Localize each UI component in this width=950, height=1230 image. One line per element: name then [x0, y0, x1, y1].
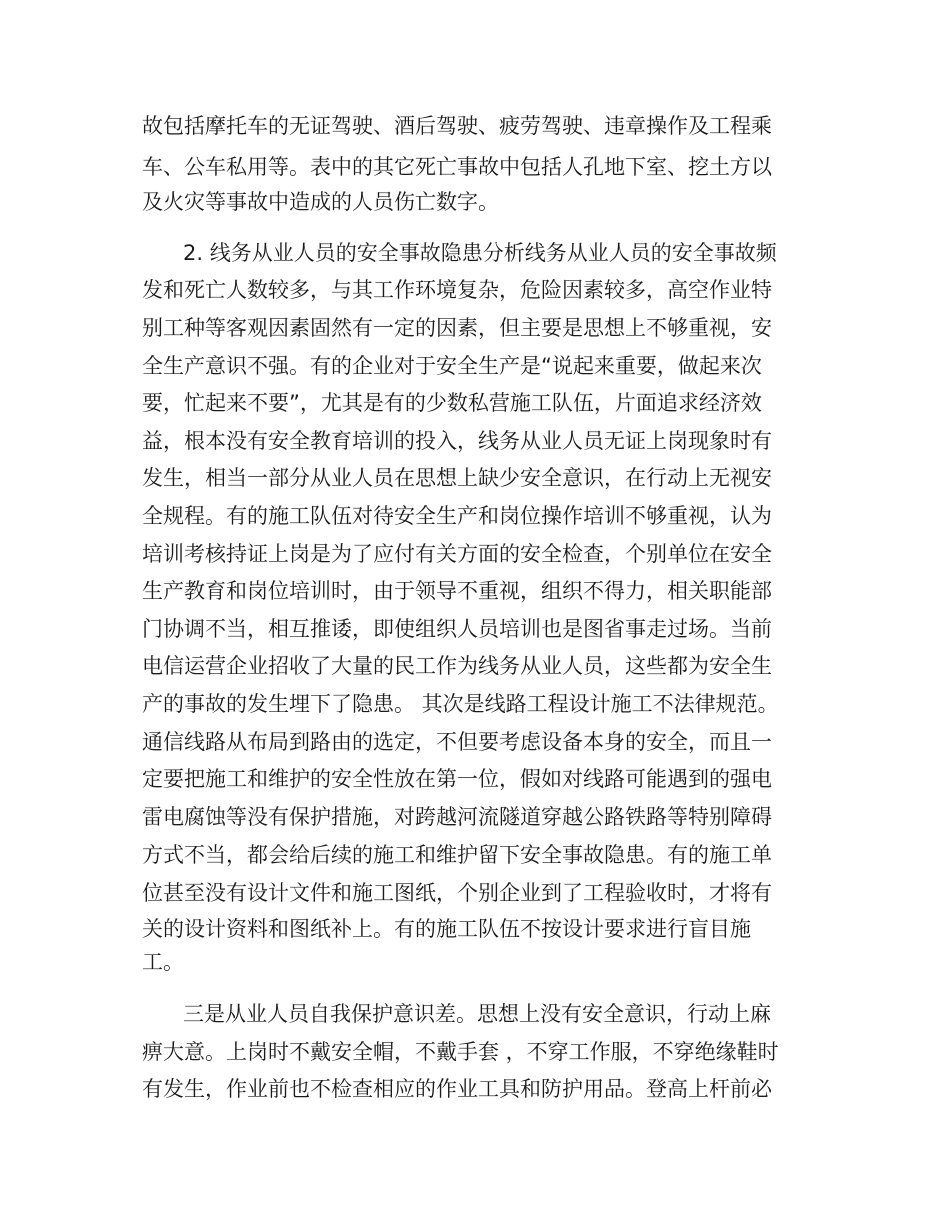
text-line: 电信运营企业招收了大量的民工作为线务从业人员，这些都为安全生 — [142, 654, 772, 678]
text-line: 位甚至没有设计文件和施工图纸，个别企业到了工程验收时，才将有 — [142, 881, 772, 905]
text-line: 痹大意。上岗时不戴安全帽，不戴手套 ，不穿工作服，不穿绝缘鞋时 — [142, 1040, 779, 1064]
text-line: 2. 线务从业人员的安全事故隐患分析线务从业人员的安全事故频 — [183, 241, 777, 265]
text-line: 定要把施工和维护的安全性放在第一位，假如对线路可能遇到的强电 — [142, 767, 772, 791]
text-line: 故包括摩托车的无证驾驶、酒后驾驶、疲劳驾驶、违章操作及工程乘 — [142, 114, 772, 138]
text-line: 发生，相当一部分从业人员在思想上缺少安全意识，在行动上无视安 — [142, 466, 772, 490]
text-line: 别工种等客观因素固然有一定的因素，但主要是思想上不够重视，安 — [142, 316, 772, 340]
text-line: 全规程。有的施工队伍对待安全生产和岗位操作培训不够重视，认为 — [142, 504, 772, 528]
text-line: 发和死亡人数较多，与其工作环境复杂，危险因素较多，高空作业特 — [142, 278, 772, 302]
text-line: 及火灾等事故中造成的人员伤亡数字。 — [142, 190, 499, 214]
text-line: 益，根本没有安全教育培训的投入，线务从业人员无证上岗现象时有 — [142, 429, 772, 453]
text-line: 工。 — [142, 950, 184, 974]
text-line: 有发生，作业前也不检查相应的作业工具和防护用品。登高上杆前必 — [142, 1077, 772, 1101]
text-line: 要，忙起来不要”，尤其是有的少数私营施工队伍，片面追求经济效 — [142, 391, 762, 415]
text-line: 三是从业人员自我保护意识差。思想上没有安全意识，行动上麻 — [183, 1002, 771, 1026]
text-line: 生产教育和岗位培训时，由于领导不重视，组织不得力，相关职能部 — [142, 579, 772, 603]
text-line: 产的事故的发生埋下了隐患。 其次是线路工程设计施工不法律规范。 — [142, 692, 779, 716]
text-line: 方式不当，都会给后续的施工和维护留下安全事故隐患。有的施工单 — [142, 843, 772, 867]
text-line: 通信线路从布局到路由的选定，不但要考虑设备本身的安全，而且一 — [142, 730, 772, 754]
text-line: 关的设计资料和图纸补上。有的施工队伍不按设计要求进行盲目施 — [142, 917, 751, 941]
text-line: 全生产意识不强。有的企业对于安全生产是“说起来重要，做起来次 — [142, 354, 762, 378]
text-line: 门协调不当，相互推诿，即使组织人员培训也是图省事走过场。当前 — [142, 617, 772, 641]
text-line: 雷电腐蚀等没有保护措施，对跨越河流隧道穿越公路铁路等特别障碍 — [142, 805, 772, 829]
text-line: 培训考核持证上岗是为了应付有关方面的安全检查，个别单位在安全 — [142, 542, 772, 566]
text-line: 车、公车私用等。表中的其它死亡事故中包括人孔地下室、挖土方以 — [142, 155, 772, 179]
